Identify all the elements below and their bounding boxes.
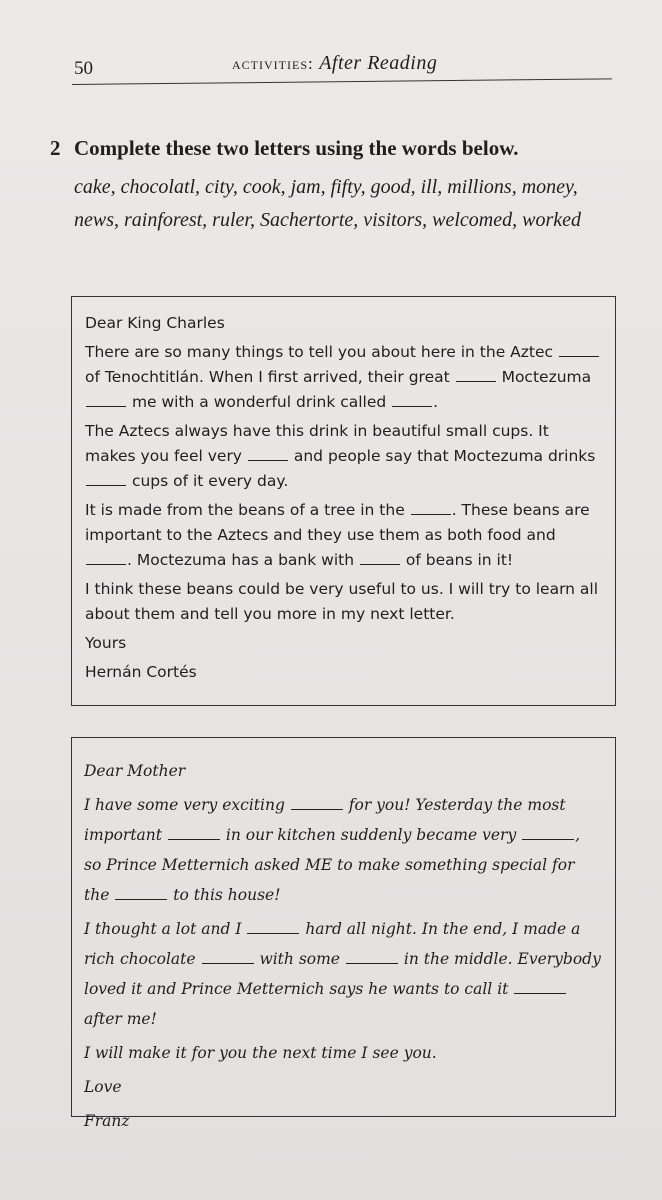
- answer-blank[interactable]: [346, 962, 398, 964]
- text-segment: of beans in it!: [405, 551, 514, 569]
- letter2-signature: Franz: [84, 1112, 130, 1130]
- answer-blank[interactable]: [115, 898, 167, 900]
- text-segment: The Aztecs always have this drink in beautiful small cups. It makes you feel very: [85, 422, 549, 465]
- text-segment: to this house!: [173, 886, 281, 904]
- text-segment: with some: [259, 950, 340, 968]
- letter2-greeting: Dear Mother: [84, 762, 186, 780]
- answer-blank[interactable]: [559, 355, 599, 357]
- text-segment: It is made from the beans of a tree in the: [85, 501, 405, 519]
- letter1-paragraph-4: I think these beans could be very useful to us. I will try to learn all about them and tell you more in my next letter.: [85, 580, 599, 623]
- text-segment: Moctezuma: [501, 368, 592, 386]
- letter1-paragraph-2: [85, 419, 601, 494]
- letter-to-king-charles: [71, 296, 616, 706]
- answer-blank[interactable]: [247, 932, 299, 934]
- text-segment: . Moctezuma has a bank with: [127, 551, 355, 569]
- text-segment: and people say that Moctezuma drinks: [293, 447, 596, 465]
- text-segment: . These beans are important to the Aztecs and they use them as both food and: [85, 501, 590, 544]
- text-segment: in our kitchen suddenly became very: [225, 826, 517, 844]
- letter2-paragraph-1: [84, 790, 601, 910]
- answer-blank[interactable]: [86, 563, 126, 565]
- text-segment: me with a wonderful drink called: [131, 393, 387, 411]
- exercise-2: [50, 136, 610, 237]
- letter1-paragraph-3: [85, 498, 601, 573]
- page-number: 50: [74, 58, 93, 79]
- answer-blank[interactable]: [86, 484, 126, 486]
- running-head: [232, 52, 437, 75]
- answer-blank[interactable]: [514, 992, 566, 994]
- letter-to-mother: [71, 737, 616, 1130]
- word-bank: cake, chocolatl, city, cook, jam, fifty, good, ill, millions, money, news, rainforest, ruler, Sachertorte, visitors, welcomed, worked: [74, 176, 581, 231]
- letter1-paragraph-1: [85, 340, 601, 415]
- text-segment: There are so many things to tell you about here in the Aztec: [85, 343, 554, 361]
- letter1-closing: Yours: [85, 634, 127, 652]
- text-segment: of Tenochtitlán. When I first arrived, their great: [85, 368, 450, 386]
- answer-blank[interactable]: [168, 838, 220, 840]
- answer-blank[interactable]: [360, 563, 400, 565]
- answer-blank[interactable]: [86, 405, 126, 407]
- answer-blank[interactable]: [248, 459, 288, 461]
- text-segment: in the middle. Everybody loved it and Prince Metternich says he wants to call it: [84, 950, 601, 998]
- text-segment: I thought a lot and I: [84, 920, 242, 938]
- text-segment: cups of it every day.: [131, 472, 289, 490]
- letter2-paragraph-3: I will make it for you the next time I see you.: [84, 1044, 437, 1062]
- letter1-signature: Hernán Cortés: [85, 663, 197, 681]
- instruction-text: Complete these two letters using the words below.: [74, 136, 519, 160]
- answer-blank[interactable]: [291, 808, 343, 810]
- running-head-section: activities:: [232, 54, 314, 73]
- text-segment: I have some very exciting: [84, 796, 285, 814]
- answer-blank[interactable]: [456, 380, 496, 382]
- letter1-greeting: Dear King Charles: [85, 314, 225, 332]
- exercise-instruction: [50, 136, 610, 161]
- running-head-title: After Reading: [319, 52, 438, 74]
- answer-blank[interactable]: [522, 838, 574, 840]
- text-segment: .: [433, 393, 439, 411]
- header-rule: [72, 78, 612, 85]
- text-segment: hard all night. In the end, I made a rich chocolate: [84, 920, 581, 968]
- text-segment: for you! Yesterday the most important: [84, 796, 566, 844]
- page-header: [72, 48, 612, 88]
- answer-blank[interactable]: [411, 513, 451, 515]
- answer-blank[interactable]: [202, 962, 254, 964]
- exercise-number: 2: [50, 136, 61, 160]
- letter2-closing: Love: [84, 1078, 122, 1096]
- text-segment: , so Prince Metternich asked ME to make something special for the: [84, 826, 581, 904]
- answer-blank[interactable]: [392, 405, 432, 407]
- letter2-paragraph-2: [84, 914, 601, 1034]
- text-segment: after me!: [84, 1010, 157, 1028]
